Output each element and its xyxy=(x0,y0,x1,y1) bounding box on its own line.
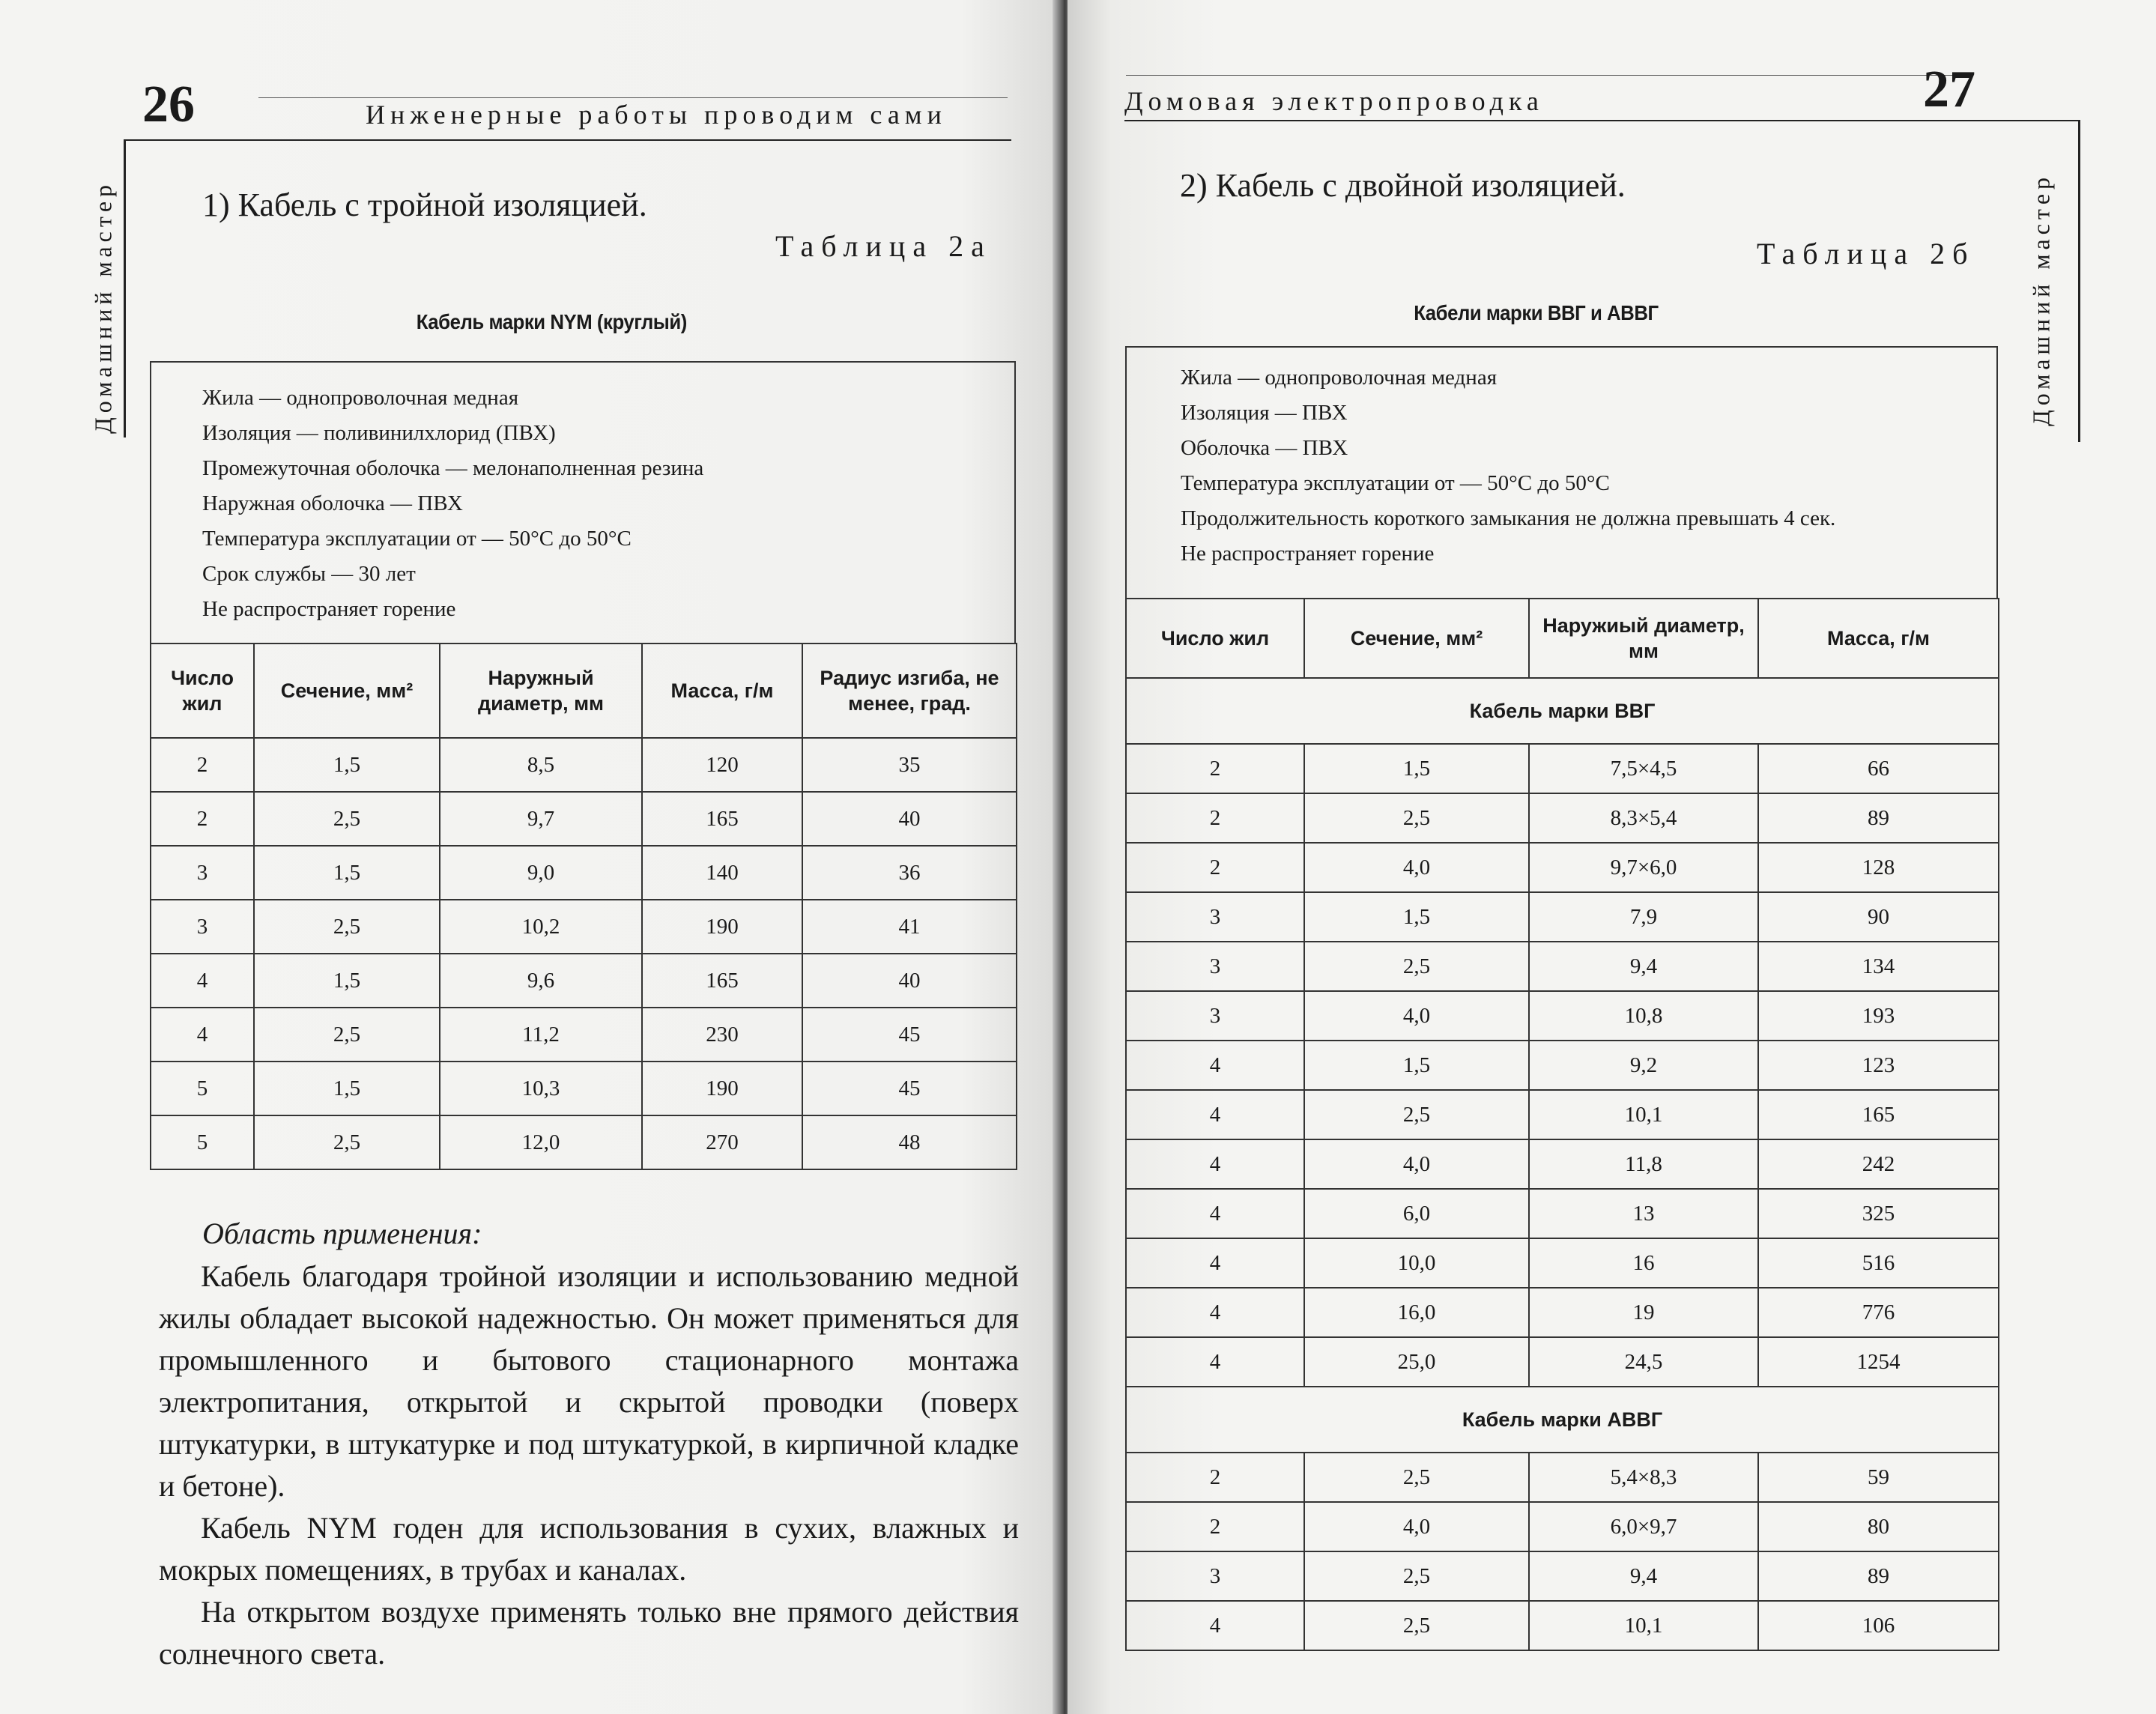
running-head: Инженерные работы проводим сами xyxy=(366,100,947,130)
cell-cores: 2 xyxy=(1126,744,1304,793)
cell-diameter: 9,0 xyxy=(440,846,642,900)
cell-section: 1,5 xyxy=(254,1062,440,1115)
table-row xyxy=(151,1062,1017,1115)
cell-diameter: 8,5 xyxy=(440,738,642,792)
table-row xyxy=(151,954,1017,1008)
cell-section: 2,5 xyxy=(1304,1453,1529,1502)
left-page xyxy=(0,0,1068,1714)
spec-line: Оболочка — ПВХ xyxy=(1181,436,1348,460)
cell-diameter: 24,5 xyxy=(1529,1337,1758,1387)
cell-mass: 776 xyxy=(1758,1288,1999,1337)
cell-diameter: 13 xyxy=(1529,1189,1758,1238)
cell-section: 2,5 xyxy=(1304,793,1529,843)
page-number: 26 xyxy=(142,76,195,133)
cable-table-nym xyxy=(150,643,1017,1170)
cell-cores: 3 xyxy=(151,900,254,954)
table-row xyxy=(1126,1090,1999,1139)
cell-cores: 2 xyxy=(151,738,254,792)
cell-section: 2,5 xyxy=(1304,1551,1529,1601)
cell-diameter: 10,3 xyxy=(440,1062,642,1115)
cell-section: 1,5 xyxy=(1304,1041,1529,1090)
column-header: Сечение, мм² xyxy=(1304,599,1529,678)
cell-diameter: 19 xyxy=(1529,1288,1758,1337)
table-row xyxy=(151,1115,1017,1169)
cell-cores: 2 xyxy=(1126,1502,1304,1551)
table-row xyxy=(1126,1502,1999,1551)
cell-cores: 2 xyxy=(1126,793,1304,843)
column-header: Наружиый диаметр, мм xyxy=(1529,599,1758,678)
cell-cores: 4 xyxy=(1126,1238,1304,1288)
cell-cores: 5 xyxy=(151,1062,254,1115)
cell-diameter: 8,3×5,4 xyxy=(1529,793,1758,843)
spec-line: Температура эксплуатации от — 50°С до 50°С xyxy=(202,527,632,551)
table-row xyxy=(1126,1238,1999,1288)
cell-diameter: 9,4 xyxy=(1529,942,1758,991)
spec-line: Изоляция — ПВХ xyxy=(1181,401,1348,425)
table-row xyxy=(1126,1601,1999,1650)
cell-mass: 190 xyxy=(642,1062,802,1115)
cell-mass: 325 xyxy=(1758,1189,1999,1238)
side-title: Домашний мастер xyxy=(89,180,117,434)
cell-cores: 3 xyxy=(1126,892,1304,942)
cell-diameter: 5,4×8,3 xyxy=(1529,1453,1758,1502)
cell-mass: 165 xyxy=(642,792,802,846)
paragraph: Кабель благодаря тройной изоляции и использованию медной жилы обладает высокой надежностью. Он может применяться для промышленного и бытового стационарного монтажа электропитания, открытой и скрытой проводки (поверх штукатурки, в штукатурке и под штукатуркой, в кирпичной кладке и бетоне). xyxy=(159,1259,1019,1503)
cell-mass: 270 xyxy=(642,1115,802,1169)
cell-bend-radius: 45 xyxy=(802,1008,1017,1062)
cell-mass: 123 xyxy=(1758,1041,1999,1090)
cell-mass: 516 xyxy=(1758,1238,1999,1288)
table-row xyxy=(1126,1551,1999,1601)
table-row xyxy=(151,738,1017,792)
cell-diameter: 9,2 xyxy=(1529,1041,1758,1090)
cell-mass: 1254 xyxy=(1758,1337,1999,1387)
cell-section: 1,5 xyxy=(254,954,440,1008)
paragraph: На открытом воздухе применять только вне прямого действия солнечного света. xyxy=(159,1595,1019,1671)
application-area-title: Область применения: xyxy=(202,1217,482,1250)
cell-diameter: 12,0 xyxy=(440,1115,642,1169)
cell-section: 1,5 xyxy=(254,846,440,900)
cell-mass: 140 xyxy=(642,846,802,900)
table-row xyxy=(1126,793,1999,843)
cell-cores: 3 xyxy=(1126,1551,1304,1601)
cell-cores: 4 xyxy=(1126,1337,1304,1387)
cell-mass: 106 xyxy=(1758,1601,1999,1650)
spec-line: Продолжительность короткого замыкания не должна превышать 4 сек. xyxy=(1181,506,1836,530)
side-rule xyxy=(124,139,126,437)
cell-mass: 134 xyxy=(1758,942,1999,991)
cell-mass: 120 xyxy=(642,738,802,792)
table-caption: Кабель марки NYM (круглый) xyxy=(416,310,687,333)
cell-cores: 4 xyxy=(1126,1601,1304,1650)
cell-cores: 2 xyxy=(1126,1453,1304,1502)
cell-section: 2,5 xyxy=(1304,942,1529,991)
cell-bend-radius: 45 xyxy=(802,1062,1017,1115)
cell-bend-radius: 40 xyxy=(802,792,1017,846)
cell-cores: 3 xyxy=(1126,942,1304,991)
cell-diameter: 16 xyxy=(1529,1238,1758,1288)
cell-mass: 230 xyxy=(642,1008,802,1062)
spec-line: Температура эксплуатации от — 50°С до 50°С xyxy=(1181,471,1610,495)
cell-diameter: 6,0×9,7 xyxy=(1529,1502,1758,1551)
running-head: Домовая электропроводка xyxy=(1124,86,1544,116)
column-header: Радиус изгиба, не менее, град. xyxy=(802,643,1017,738)
header-rule xyxy=(1124,120,2080,121)
section-row-vvg: Кабель марки ВВГ xyxy=(1126,678,1999,744)
cell-section: 4,0 xyxy=(1304,1139,1529,1189)
header-rule xyxy=(124,139,1011,141)
section-row-avvg: Кабель марки АВВГ xyxy=(1126,1387,1999,1453)
spec-box xyxy=(1125,346,1998,599)
cell-diameter: 9,6 xyxy=(440,954,642,1008)
cell-cores: 4 xyxy=(1126,1189,1304,1238)
cell-mass: 165 xyxy=(1758,1090,1999,1139)
table-row xyxy=(1126,991,1999,1041)
side-rule xyxy=(2078,120,2080,442)
table-row xyxy=(1126,843,1999,892)
table-row xyxy=(1126,942,1999,991)
paragraph: Кабель NYM годен для использования в сухих, влажных и мокрых помещениях, в трубах и каналах. xyxy=(159,1511,1019,1587)
table-row xyxy=(1126,1288,1999,1337)
cell-mass: 80 xyxy=(1758,1502,1999,1551)
cell-cores: 3 xyxy=(1126,991,1304,1041)
spec-line: Не распространяет горение xyxy=(1181,542,1435,566)
table-label: Таблица 2а xyxy=(775,229,992,263)
column-header: Число жил xyxy=(151,643,254,738)
table-row xyxy=(1126,1189,1999,1238)
side-title: Домашний мастер xyxy=(2027,172,2055,427)
table-row xyxy=(151,900,1017,954)
header-rule-top xyxy=(258,97,1008,98)
spec-line: Наружная оболочка — ПВХ xyxy=(202,491,463,515)
cell-section: 2,5 xyxy=(1304,1090,1529,1139)
cell-cores: 2 xyxy=(151,792,254,846)
cell-section: 2,5 xyxy=(254,1115,440,1169)
page-number: 27 xyxy=(1923,61,1975,118)
cell-mass: 90 xyxy=(1758,892,1999,942)
cell-diameter: 9,7 xyxy=(440,792,642,846)
cell-mass: 66 xyxy=(1758,744,1999,793)
column-header: Масса, г/м xyxy=(1758,599,1999,678)
cell-section: 4,0 xyxy=(1304,1502,1529,1551)
cell-cores: 3 xyxy=(151,846,254,900)
table-label: Таблица 2б xyxy=(1757,237,1975,270)
table-caption: Кабели марки ВВГ и АВВГ xyxy=(1414,301,1659,324)
section-heading: 2) Кабель с двойной изоляцией. xyxy=(1180,167,1626,204)
cell-mass: 190 xyxy=(642,900,802,954)
table-row xyxy=(1126,744,1999,793)
cell-bend-radius: 41 xyxy=(802,900,1017,954)
cell-diameter: 10,8 xyxy=(1529,991,1758,1041)
cell-bend-radius: 35 xyxy=(802,738,1017,792)
cell-cores: 4 xyxy=(1126,1041,1304,1090)
cell-section: 25,0 xyxy=(1304,1337,1529,1387)
cell-cores: 4 xyxy=(1126,1090,1304,1139)
cell-section: 6,0 xyxy=(1304,1189,1529,1238)
column-header: Наружный диаметр, мм xyxy=(440,643,642,738)
cell-bend-radius: 40 xyxy=(802,954,1017,1008)
cell-diameter: 10,1 xyxy=(1529,1090,1758,1139)
cell-section: 2,5 xyxy=(254,900,440,954)
cell-mass: 89 xyxy=(1758,1551,1999,1601)
body-text xyxy=(159,1256,1019,1675)
spec-line: Жила — однопроволочная медная xyxy=(202,386,519,410)
cell-diameter: 11,2 xyxy=(440,1008,642,1062)
cell-section: 2,5 xyxy=(1304,1601,1529,1650)
cell-mass: 165 xyxy=(642,954,802,1008)
cell-section: 1,5 xyxy=(1304,892,1529,942)
cable-table-vvg xyxy=(1125,598,1999,1651)
cell-section: 1,5 xyxy=(254,738,440,792)
cell-mass: 128 xyxy=(1758,843,1999,892)
cell-section: 1,5 xyxy=(1304,744,1529,793)
table-row xyxy=(1126,1139,1999,1189)
table-row xyxy=(151,846,1017,900)
cell-section: 4,0 xyxy=(1304,843,1529,892)
cell-section: 4,0 xyxy=(1304,991,1529,1041)
spec-line: Жила — однопроволочная медная xyxy=(1181,366,1498,390)
cell-section: 2,5 xyxy=(254,1008,440,1062)
cell-bend-radius: 36 xyxy=(802,846,1017,900)
cell-diameter: 9,7×6,0 xyxy=(1529,843,1758,892)
cell-cores: 4 xyxy=(151,1008,254,1062)
header-rule-top xyxy=(1126,75,1961,76)
table-row xyxy=(1126,1453,1999,1502)
cell-section: 16,0 xyxy=(1304,1288,1529,1337)
spec-line: Промежуточная оболочка — мелонаполненная резина xyxy=(202,456,704,480)
spec-line: Не распространяет горение xyxy=(202,597,456,621)
cell-cores: 5 xyxy=(151,1115,254,1169)
cell-mass: 242 xyxy=(1758,1139,1999,1189)
cell-cores: 2 xyxy=(1126,843,1304,892)
table-row xyxy=(151,1008,1017,1062)
cell-diameter: 7,5×4,5 xyxy=(1529,744,1758,793)
cell-diameter: 11,8 xyxy=(1529,1139,1758,1189)
cell-diameter: 10,2 xyxy=(440,900,642,954)
cell-section: 2,5 xyxy=(254,792,440,846)
column-header: Сечение, мм² xyxy=(254,643,440,738)
right-page xyxy=(1068,0,2156,1714)
cell-cores: 4 xyxy=(1126,1288,1304,1337)
cell-diameter: 7,9 xyxy=(1529,892,1758,942)
cell-diameter: 9,4 xyxy=(1529,1551,1758,1601)
cell-mass: 59 xyxy=(1758,1453,1999,1502)
spec-box xyxy=(150,361,1016,644)
cell-section: 10,0 xyxy=(1304,1238,1529,1288)
column-header: Масса, г/м xyxy=(642,643,802,738)
table-row xyxy=(1126,1337,1999,1387)
spec-line: Изоляция — поливинилхлорид (ПВХ) xyxy=(202,421,556,445)
cell-cores: 4 xyxy=(151,954,254,1008)
cell-diameter: 10,1 xyxy=(1529,1601,1758,1650)
cell-cores: 4 xyxy=(1126,1139,1304,1189)
column-header: Число жил xyxy=(1126,599,1304,678)
table-row xyxy=(151,792,1017,846)
cell-bend-radius: 48 xyxy=(802,1115,1017,1169)
cell-mass: 89 xyxy=(1758,793,1999,843)
cell-mass: 193 xyxy=(1758,991,1999,1041)
table-row xyxy=(1126,1041,1999,1090)
section-heading: 1) Кабель с тройной изоляцией. xyxy=(202,187,647,223)
spec-line: Срок службы — 30 лет xyxy=(202,562,416,586)
table-row xyxy=(1126,892,1999,942)
